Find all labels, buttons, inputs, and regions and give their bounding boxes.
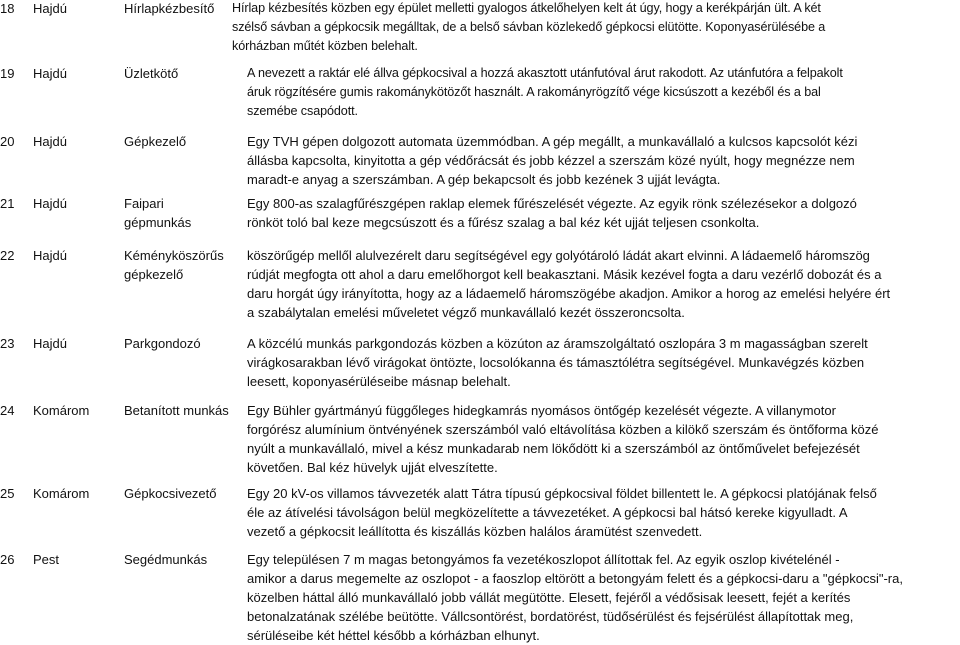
occupation: Gépkezelő xyxy=(124,134,187,149)
accident-description: Egy TVH gépen dolgozott automata üzemmódban. A gép megállt, a munkavállaló a kulcsos kapcsolót kézi állásba kapcsolta, kinyitotta a gép védőrácsát és jobb kézzel a szerszám közé nyúlt, hogy megnézze nem maradt-e anyag a szerszámban. A gép bekapcsolt és jobb kezének 3 ujját levágta. xyxy=(247,134,858,187)
county: Hajdú xyxy=(33,66,67,81)
county: Hajdú xyxy=(33,196,67,211)
row-number: 18 xyxy=(0,1,15,16)
county: Komárom xyxy=(33,486,90,501)
occupation: Hírlapkézbesítő xyxy=(124,1,215,16)
county: Hajdú xyxy=(33,248,67,263)
county: Hajdú xyxy=(33,134,67,149)
row-number: 21 xyxy=(0,196,15,211)
row-number: 22 xyxy=(0,248,15,263)
county: Hajdú xyxy=(33,1,67,16)
accident-description: Egy 800-as szalagfűrészgépen raklap elemek fűrészelését végezte. Az egyik rönk szélezésekor a dolgozó rönköt toló bal keze megcsúszott és a fűrész szalag a bal kéz két ujját teljesen csonkolta. xyxy=(247,196,857,230)
accident-description: A nevezett a raktár elé állva gépkocsival a hozzá akasztott utánfutóval árut rakodott. Az utánfutóra a felpakolt áruk rögzítésére gumis rakománykötözőt használt. A rakományrögzítő vége kicsúszott a kezéből és a bal szemébe csapódott. xyxy=(247,66,843,118)
occupation: Faipari gépmunkás xyxy=(124,196,192,230)
row-number: 24 xyxy=(0,403,15,418)
occupation: Parkgondozó xyxy=(124,336,201,351)
occupation: Kéményköszörűs gépkezelő xyxy=(124,248,224,282)
row-number: 19 xyxy=(0,66,15,81)
row-number: 23 xyxy=(0,336,15,351)
accident-description: Hírlap kézbesítés közben egy épület melletti gyalogos átkelőhelyen kelt át úgy, hogy a kerékpárján ült. A két szélső sávban a gépkocsik megálltak, de a belső sávban közlekedő gépkocsi elütötte. Koponyasérülésébe a kórházban műtét közben belehalt. xyxy=(232,1,826,53)
row-number: 26 xyxy=(0,552,15,567)
occupation: Betanított munkás xyxy=(124,403,229,418)
accident-description: Egy településen 7 m magas betongyámos fa vezetékoszlopot állítottak fel. Az egyik oszlop kivételénél - amikor a darus megemelte az oszlopot - a faoszlop eltörött a betongyám felett és a gépkocsi-daru a "gépkocsi"-ra, közelben háttal álló munkavállaló jobb vállát megütötte. Elesett, fejéről a védősisak leesett, fejét a kerítés betonalzatának szélébe beütötte. Vállcsontörést, bordatörést, tüdősérülést és fejsérülést állapítottak meg, sérüléseibe két héttel később a kórházban elhunyt. xyxy=(247,552,903,643)
occupation: Üzletkötő xyxy=(124,66,179,81)
occupation: Segédmunkás xyxy=(124,552,208,567)
county: Pest xyxy=(33,552,60,567)
row-number: 25 xyxy=(0,486,15,501)
occupation: Gépkocsivezető xyxy=(124,486,217,501)
accident-description: Egy Bühler gyártmányú függőleges hidegkamrás nyomásos öntőgép kezelését végezte. A villanymotor forgórész alumínium öntvényének szerszámból való eltávolítása közben a kilökő szerszám és öntőforma közé nyúlt a munkavállaló, mivel a kész munkadarab nem lökődött ki a szerszámból az öntőművelet befejezését követően. Bal kéz hüvelyk ujját elveszítette. xyxy=(247,403,879,475)
row-number: 20 xyxy=(0,134,15,149)
accident-description: A közcélú munkás parkgondozás közben a közúton az áramszolgáltató oszlopára 3 m magasságban szerelt virágkosarakban lévő virágokat öntözte, locsolókanna és támasztólétra segítségével. Munkavégzés közben leesett, koponyasérüléseibe másnap belehalt. xyxy=(247,336,868,389)
accident-description: Egy 20 kV-os villamos távvezeték alatt Tátra típusú gépkocsival földet billentett le. A gépkocsi platójának felső éle az átívelési távolságon belül megközelítette a távvezetéket. A gépkocsi bal hátsó kereke kigyulladt. A vezető a gépkocsit leállította és kiszállás közben halálos áramütést szenvedett. xyxy=(247,486,877,539)
accident-description: köszörűgép mellől alulvezérelt daru segítségével egy golyótároló ládát akart elvinni. A ládaemelő háromszög rúdját megfogta ott ahol a daru emelőhorgot kell beakasztani. Másik kezével fogta a daru vezérlő dobozát és a daru horgát úgy irányította, hogy az a ládaemelő háromszögébe akadjon. Amikor a horog az emelési helyére ért a szabálytalan emelési műveletet végző munkavállaló kezét összeroncsolta. xyxy=(247,248,891,320)
county: Komárom xyxy=(33,403,90,418)
county: Hajdú xyxy=(33,336,67,351)
